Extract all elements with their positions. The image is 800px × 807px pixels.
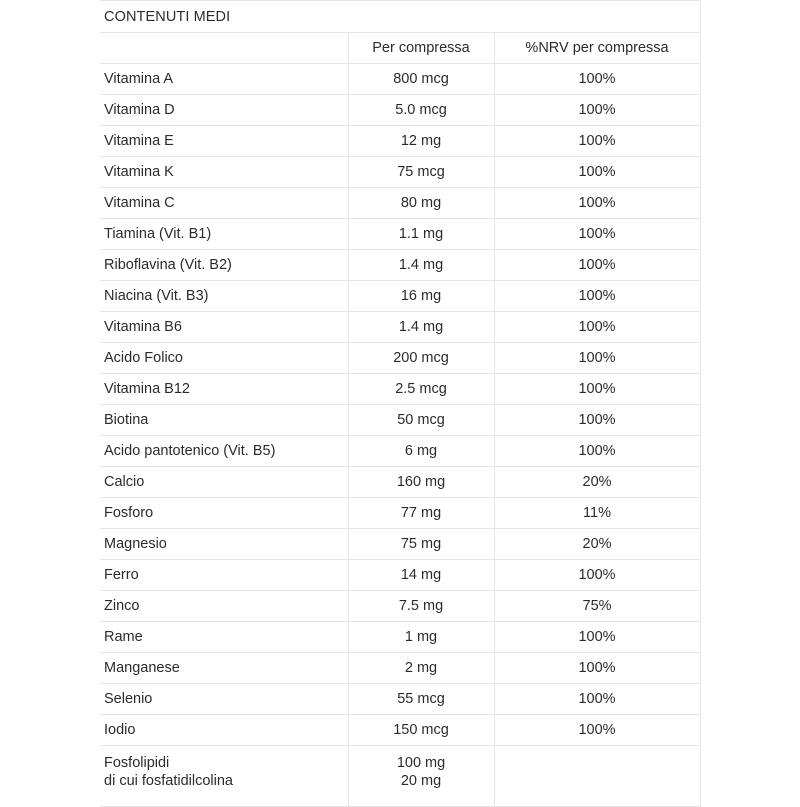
table-row xyxy=(100,343,700,374)
header-per-compressa: Per compressa xyxy=(348,33,494,64)
nutrient-quantity: 16 mg xyxy=(348,281,494,312)
nutrient-name: Vitamina K xyxy=(100,157,348,188)
nutrient-name: Manganese xyxy=(100,653,348,684)
nutrient-quantity: 2 mg xyxy=(348,653,494,684)
nutrient-name-line: Fosfolipidi xyxy=(104,755,170,771)
table-row xyxy=(100,560,700,591)
nutrition-table-container xyxy=(100,0,700,807)
table-row xyxy=(100,498,700,529)
nutrient-quantity xyxy=(348,746,494,807)
nutrient-nrv: 100% xyxy=(494,374,700,405)
nutrient-nrv: 100% xyxy=(494,684,700,715)
nutrient-nrv xyxy=(494,746,700,807)
nutrient-name: Zinco xyxy=(100,591,348,622)
table-row xyxy=(100,715,700,746)
table-header-row xyxy=(100,33,700,64)
nutrient-quantity: 1.4 mg xyxy=(348,312,494,343)
nutrient-quantity: 50 mcg xyxy=(348,405,494,436)
nutrient-quantity-line: 20 mg xyxy=(400,773,442,789)
nutrition-table xyxy=(100,0,701,807)
nutrient-nrv: 20% xyxy=(494,529,700,560)
table-title-row xyxy=(100,1,700,33)
table-row xyxy=(100,126,700,157)
table-row xyxy=(100,467,700,498)
nutrient-quantity: 160 mg xyxy=(348,467,494,498)
nutrient-quantity: 6 mg xyxy=(348,436,494,467)
nutrient-nrv: 100% xyxy=(494,622,700,653)
nutrient-nrv: 20% xyxy=(494,467,700,498)
nutrient-nrv: 100% xyxy=(494,653,700,684)
nutrient-nrv: 100% xyxy=(494,95,700,126)
nutrient-nrv: 100% xyxy=(494,188,700,219)
nutrient-name: Selenio xyxy=(100,684,348,715)
table-row xyxy=(100,95,700,126)
nutrient-quantity: 1 mg xyxy=(348,622,494,653)
nutrient-name: Ferro xyxy=(100,560,348,591)
nutrient-name: Acido pantotenico (Vit. B5) xyxy=(100,436,348,467)
nutrient-name: Rame xyxy=(100,622,348,653)
nutrient-nrv: 100% xyxy=(494,281,700,312)
nutrient-nrv: 100% xyxy=(494,126,700,157)
nutrient-quantity: 75 mg xyxy=(348,529,494,560)
nutrient-name: Fosforo xyxy=(100,498,348,529)
nutrient-quantity: 55 mcg xyxy=(348,684,494,715)
nutrient-quantity: 2.5 mcg xyxy=(348,374,494,405)
nutrient-name: Magnesio xyxy=(100,529,348,560)
table-title: CONTENUTI MEDI xyxy=(100,1,700,33)
table-row xyxy=(100,374,700,405)
table-row xyxy=(100,529,700,560)
table-row xyxy=(100,653,700,684)
nutrient-nrv: 100% xyxy=(494,64,700,95)
nutrient-quantity-line: 100 mg xyxy=(396,755,446,771)
nutrient-name: Acido Folico xyxy=(100,343,348,374)
table-row xyxy=(100,746,700,807)
table-row xyxy=(100,622,700,653)
table-row xyxy=(100,250,700,281)
header-nrv: %NRV per compressa xyxy=(494,33,700,64)
table-row xyxy=(100,219,700,250)
nutrient-nrv: 100% xyxy=(494,312,700,343)
nutrient-nrv: 100% xyxy=(494,436,700,467)
nutrient-nrv: 100% xyxy=(494,250,700,281)
nutrient-nrv: 100% xyxy=(494,560,700,591)
nutrient-quantity: 1.4 mg xyxy=(348,250,494,281)
nutrient-name: Calcio xyxy=(100,467,348,498)
nutrient-name: Iodio xyxy=(100,715,348,746)
nutrient-name: Niacina (Vit. B3) xyxy=(100,281,348,312)
table-row xyxy=(100,436,700,467)
nutrient-quantity: 200 mcg xyxy=(348,343,494,374)
nutrient-name: Vitamina E xyxy=(100,126,348,157)
table-row xyxy=(100,591,700,622)
nutrient-name: Vitamina B6 xyxy=(100,312,348,343)
nutrient-quantity: 1.1 mg xyxy=(348,219,494,250)
table-row xyxy=(100,312,700,343)
nutrient-name: Tiamina (Vit. B1) xyxy=(100,219,348,250)
table-row xyxy=(100,684,700,715)
nutrient-nrv: 100% xyxy=(494,715,700,746)
nutrient-quantity: 150 mcg xyxy=(348,715,494,746)
nutrient-nrv: 75% xyxy=(494,591,700,622)
nutrient-nrv: 100% xyxy=(494,157,700,188)
nutrient-nrv: 11% xyxy=(494,498,700,529)
table-row xyxy=(100,405,700,436)
table-row xyxy=(100,281,700,312)
nutrient-quantity: 77 mg xyxy=(348,498,494,529)
table-row xyxy=(100,157,700,188)
nutrient-name: Vitamina D xyxy=(100,95,348,126)
nutrient-quantity: 12 mg xyxy=(348,126,494,157)
nutrient-name-line: di cui fosfatidilcolina xyxy=(104,773,233,789)
header-name xyxy=(100,33,348,64)
nutrient-name: Biotina xyxy=(100,405,348,436)
nutrient-name: Riboflavina (Vit. B2) xyxy=(100,250,348,281)
nutrient-quantity: 75 mcg xyxy=(348,157,494,188)
nutrient-name: Vitamina C xyxy=(100,188,348,219)
table-row xyxy=(100,64,700,95)
nutrient-nrv: 100% xyxy=(494,343,700,374)
nutrient-nrv: 100% xyxy=(494,219,700,250)
nutrient-quantity: 80 mg xyxy=(348,188,494,219)
nutrient-nrv: 100% xyxy=(494,405,700,436)
nutrient-name: Vitamina A xyxy=(100,64,348,95)
nutrient-quantity: 14 mg xyxy=(348,560,494,591)
nutrient-name: Vitamina B12 xyxy=(100,374,348,405)
nutrient-quantity: 7.5 mg xyxy=(348,591,494,622)
table-row xyxy=(100,188,700,219)
nutrient-quantity: 800 mcg xyxy=(348,64,494,95)
nutrient-quantity: 5.0 mcg xyxy=(348,95,494,126)
nutrient-name xyxy=(100,746,348,807)
